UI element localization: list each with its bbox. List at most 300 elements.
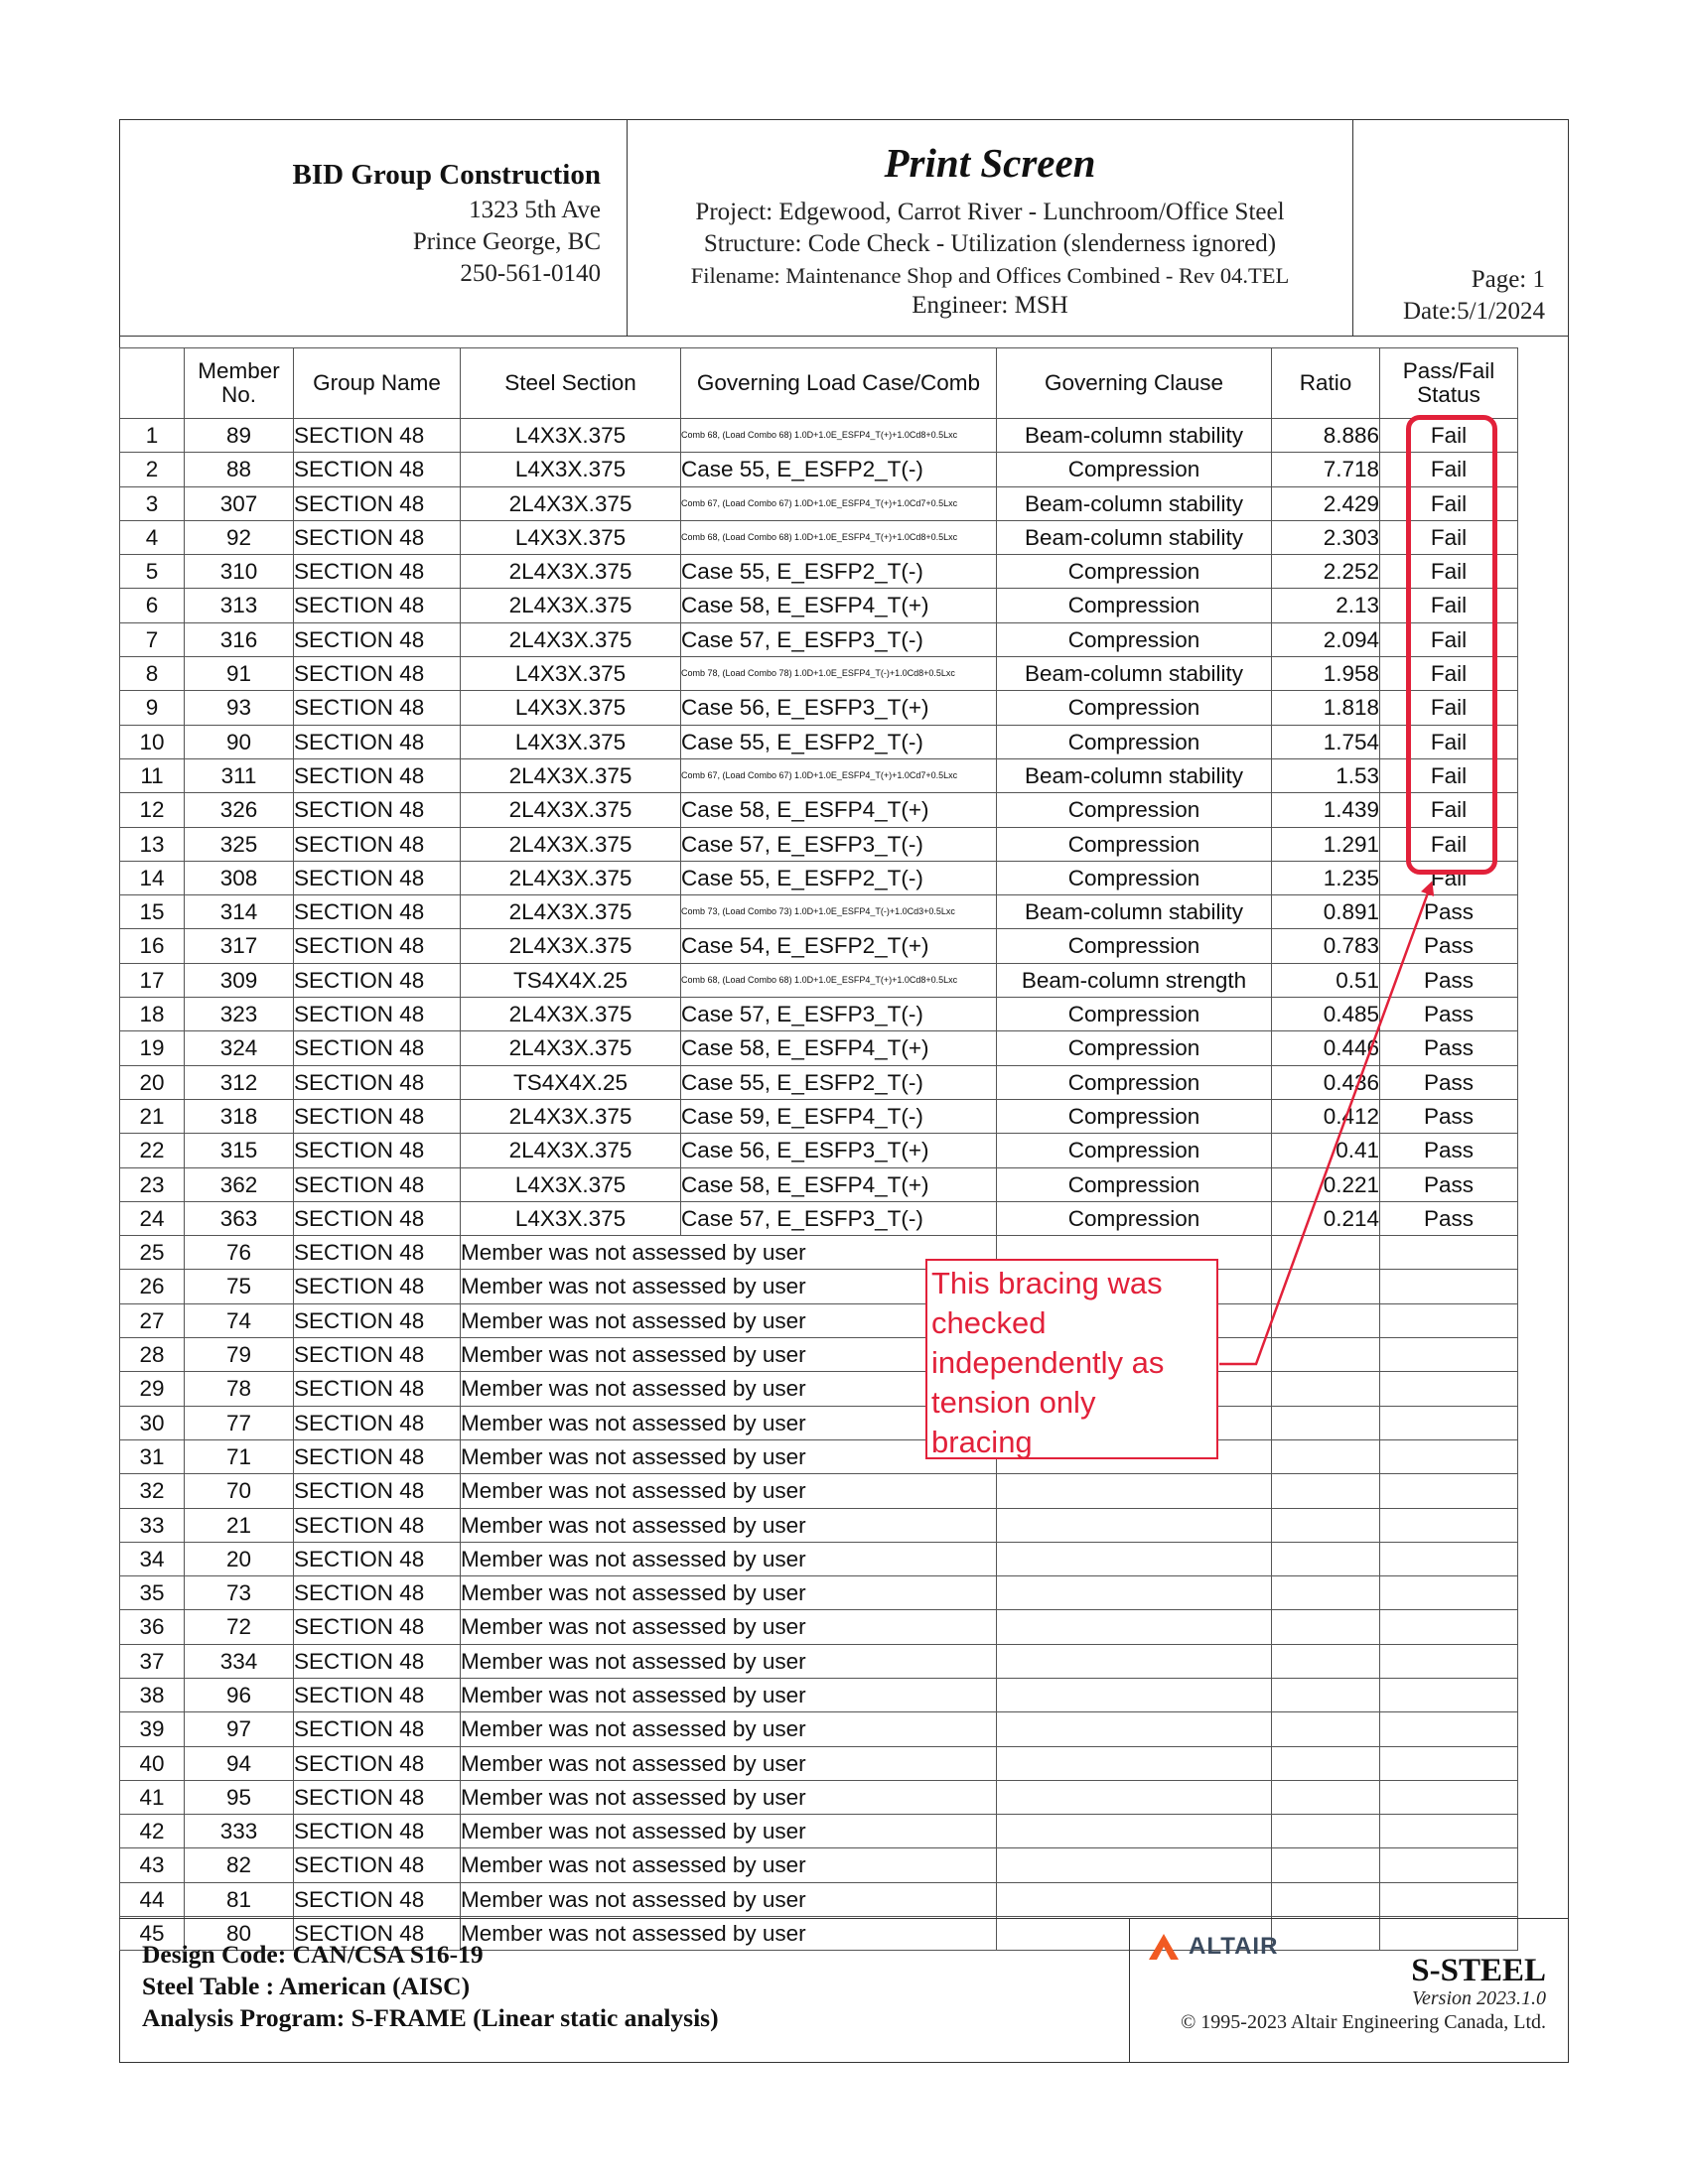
member-no: 97 — [185, 1712, 294, 1746]
load-case: Comb 68, (Load Combo 68) 1.0D+1.0E_ESFP4_T(+)+1.0Cd8+0.5Lxc — [681, 963, 997, 997]
analysis-program: Analysis Program: S-FRAME (Linear static analysis) — [142, 2003, 719, 2032]
governing-clause: Compression — [997, 1099, 1272, 1133]
group-name: SECTION 48 — [294, 1236, 461, 1270]
not-assessed-cell — [461, 1644, 997, 1678]
index-header — [120, 348, 185, 419]
steel-section: L4X3X.375 — [461, 657, 681, 691]
member-no: 91 — [185, 657, 294, 691]
steel-section: L4X3X.375 — [461, 691, 681, 725]
row-index: 16 — [120, 929, 185, 963]
member-no: 334 — [185, 1644, 294, 1678]
governing-clause: Compression — [997, 1065, 1272, 1099]
load-case: Case 59, E_ESFP4_T(-) — [681, 1099, 997, 1133]
steel-section: TS4X4X.25 — [461, 963, 681, 997]
company-block — [119, 119, 628, 336]
product-name: S-STEEL — [1411, 1953, 1546, 1988]
not-assessed-note: Member was not assessed by user — [461, 1376, 806, 1402]
ratio: 0.214 — [1272, 1201, 1380, 1235]
group-name: SECTION 48 — [294, 453, 461, 486]
footer-vertical-divider — [1129, 1918, 1130, 2063]
group-name: SECTION 48 — [294, 895, 461, 929]
not-assessed-cell — [461, 1610, 997, 1644]
status — [1380, 1406, 1518, 1439]
ratio: 1.754 — [1272, 725, 1380, 758]
load-case: Case 56, E_ESFP3_T(+) — [681, 691, 997, 725]
company-phone: 250-561-0140 — [460, 260, 601, 287]
filename-line: Filename: Maintenance Shop and Offices Combined - Rev 04.TEL — [690, 263, 1290, 288]
table-row — [120, 1848, 1518, 1882]
row-index: 32 — [120, 1474, 185, 1508]
table-row — [120, 1610, 1518, 1644]
status — [1380, 1542, 1518, 1575]
not-assessed-cell — [461, 1508, 997, 1542]
not-assessed-note: Member was not assessed by user — [461, 1648, 806, 1674]
member-no: 20 — [185, 1542, 294, 1575]
ratio: 0.891 — [1272, 895, 1380, 929]
row-index: 24 — [120, 1201, 185, 1235]
not-assessed-cell — [461, 1439, 997, 1473]
status: Pass — [1380, 1167, 1518, 1201]
not-assessed-note: Member was not assessed by user — [461, 1614, 806, 1640]
group-name: SECTION 48 — [294, 1678, 461, 1711]
not-assessed-note: Member was not assessed by user — [461, 1512, 806, 1538]
status: Fail — [1380, 758, 1518, 792]
not-assessed-note: Member was not assessed by user — [461, 1342, 806, 1368]
group-name: SECTION 48 — [294, 1372, 461, 1406]
not-assessed-note: Member was not assessed by user — [461, 1921, 806, 1947]
status: Fail — [1380, 861, 1518, 894]
ratio: 0.41 — [1272, 1134, 1380, 1167]
member-no: 311 — [185, 758, 294, 792]
group-name: SECTION 48 — [294, 861, 461, 894]
not-assessed-note: Member was not assessed by user — [461, 1478, 806, 1504]
member-no: 76 — [185, 1236, 294, 1270]
member-no: 323 — [185, 998, 294, 1031]
group-name: SECTION 48 — [294, 1542, 461, 1575]
governing-clause — [997, 1474, 1272, 1508]
status — [1380, 1338, 1518, 1372]
status: Fail — [1380, 622, 1518, 656]
ratio: 8.886 — [1272, 419, 1380, 453]
ratio: 1.958 — [1272, 657, 1380, 691]
row-index: 27 — [120, 1303, 185, 1337]
steel-section: 2L4X3X.375 — [461, 827, 681, 861]
not-assessed-cell — [461, 1678, 997, 1711]
member-no: 88 — [185, 453, 294, 486]
status — [1380, 1372, 1518, 1406]
member-no: 80 — [185, 1917, 294, 1951]
group-name: SECTION 48 — [294, 1099, 461, 1133]
table-row — [120, 1065, 1518, 1099]
row-index: 5 — [120, 555, 185, 589]
status: Fail — [1380, 486, 1518, 520]
steel-section: 2L4X3X.375 — [461, 929, 681, 963]
steel-section: 2L4X3X.375 — [461, 758, 681, 792]
load-case: Case 55, E_ESFP2_T(-) — [681, 725, 997, 758]
row-index: 29 — [120, 1372, 185, 1406]
governing-clause — [997, 1678, 1272, 1711]
steel-section-header: Steel Section — [461, 348, 681, 419]
group-name: SECTION 48 — [294, 486, 461, 520]
governing-clause: Compression — [997, 453, 1272, 486]
group-name: SECTION 48 — [294, 998, 461, 1031]
load-case: Case 55, E_ESFP2_T(-) — [681, 1065, 997, 1099]
ratio — [1272, 1917, 1380, 1951]
governing-clause: Compression — [997, 827, 1272, 861]
table-row — [120, 691, 1518, 725]
steel-section: 2L4X3X.375 — [461, 589, 681, 622]
ratio — [1272, 1270, 1380, 1303]
group-name: SECTION 48 — [294, 1882, 461, 1916]
steel-section: 2L4X3X.375 — [461, 1099, 681, 1133]
row-index: 41 — [120, 1780, 185, 1814]
group-name: SECTION 48 — [294, 725, 461, 758]
status — [1380, 1644, 1518, 1678]
governing-clause: Beam-column stability — [997, 758, 1272, 792]
status — [1380, 1746, 1518, 1780]
governing-clause: Beam-column stability — [997, 419, 1272, 453]
member-no: 95 — [185, 1780, 294, 1814]
group-name: SECTION 48 — [294, 1270, 461, 1303]
not-assessed-note: Member was not assessed by user — [461, 1443, 806, 1469]
member-no: 93 — [185, 691, 294, 725]
ratio: 7.718 — [1272, 453, 1380, 486]
governing-clause — [997, 1882, 1272, 1916]
not-assessed-cell — [461, 1270, 997, 1303]
status-header: Pass/Fail Status — [1380, 348, 1518, 419]
member-no: 318 — [185, 1099, 294, 1133]
table-row — [120, 1780, 1518, 1814]
engineer-line: Engineer: MSH — [912, 292, 1068, 319]
not-assessed-cell — [461, 1542, 997, 1575]
row-index: 25 — [120, 1236, 185, 1270]
copyright: © 1995-2023 Altair Engineering Canada, Ltd. — [1181, 2011, 1546, 2033]
ratio: 2.094 — [1272, 622, 1380, 656]
not-assessed-cell — [461, 1406, 997, 1439]
page-number: Page: 1 — [1471, 266, 1545, 293]
row-index: 44 — [120, 1882, 185, 1916]
group-name: SECTION 48 — [294, 758, 461, 792]
fail-highlight-box — [1406, 415, 1497, 875]
ratio — [1272, 1610, 1380, 1644]
table-row — [120, 589, 1518, 622]
load-case: Comb 73, (Load Combo 73) 1.0D+1.0E_ESFP4_T(-)+1.0Cd3+0.5Lxc — [681, 895, 997, 929]
member-no: 77 — [185, 1406, 294, 1439]
group-name: SECTION 48 — [294, 1815, 461, 1848]
group-name: SECTION 48 — [294, 1576, 461, 1610]
group-name: SECTION 48 — [294, 793, 461, 827]
member-no: 90 — [185, 725, 294, 758]
status: Fail — [1380, 793, 1518, 827]
steel-section: L4X3X.375 — [461, 1167, 681, 1201]
governing-clause — [997, 1712, 1272, 1746]
ratio: 1.818 — [1272, 691, 1380, 725]
status — [1380, 1815, 1518, 1848]
not-assessed-cell — [461, 1780, 997, 1814]
governing-clause: Beam-column stability — [997, 895, 1272, 929]
steel-section: TS4X4X.25 — [461, 1065, 681, 1099]
steel-section: 2L4X3X.375 — [461, 486, 681, 520]
group-name: SECTION 48 — [294, 1201, 461, 1235]
member-no: 89 — [185, 419, 294, 453]
not-assessed-cell — [461, 1303, 997, 1337]
ratio-header: Ratio — [1272, 348, 1380, 419]
group-name: SECTION 48 — [294, 622, 461, 656]
group-name: SECTION 48 — [294, 1610, 461, 1644]
table-row — [120, 793, 1518, 827]
status — [1380, 1270, 1518, 1303]
status: Pass — [1380, 1031, 1518, 1065]
member-no: 313 — [185, 589, 294, 622]
altair-logo — [1147, 1932, 1278, 1962]
row-index: 2 — [120, 453, 185, 486]
row-index: 35 — [120, 1576, 185, 1610]
ratio — [1272, 1848, 1380, 1882]
group-name: SECTION 48 — [294, 1031, 461, 1065]
row-index: 15 — [120, 895, 185, 929]
governing-clause: Beam-column stability — [997, 486, 1272, 520]
status: Pass — [1380, 929, 1518, 963]
member-no: 74 — [185, 1303, 294, 1337]
status — [1380, 1576, 1518, 1610]
row-index: 11 — [120, 758, 185, 792]
load-case: Case 58, E_ESFP4_T(+) — [681, 589, 997, 622]
group-name: SECTION 48 — [294, 1508, 461, 1542]
load-case: Comb 67, (Load Combo 67) 1.0D+1.0E_ESFP4_T(+)+1.0Cd7+0.5Lxc — [681, 758, 997, 792]
product-version: Version 2023.1.0 — [1412, 1987, 1546, 2009]
table-row — [120, 486, 1518, 520]
group-name: SECTION 48 — [294, 520, 461, 554]
table-row — [120, 1678, 1518, 1711]
not-assessed-cell — [461, 1712, 997, 1746]
row-index: 13 — [120, 827, 185, 861]
ratio — [1272, 1542, 1380, 1575]
not-assessed-cell — [461, 1474, 997, 1508]
status — [1380, 1303, 1518, 1337]
row-index: 3 — [120, 486, 185, 520]
status: Fail — [1380, 657, 1518, 691]
status: Pass — [1380, 1099, 1518, 1133]
table-row — [120, 419, 1518, 453]
ratio — [1272, 1236, 1380, 1270]
ratio — [1272, 1576, 1380, 1610]
status: Pass — [1380, 1134, 1518, 1167]
group-name: SECTION 48 — [294, 1303, 461, 1337]
governing-clause: Beam-column stability — [997, 520, 1272, 554]
status — [1380, 1917, 1518, 1951]
ratio: 0.485 — [1272, 998, 1380, 1031]
governing-clause: Compression — [997, 793, 1272, 827]
not-assessed-note: Member was not assessed by user — [461, 1886, 806, 1912]
row-index: 43 — [120, 1848, 185, 1882]
ratio — [1272, 1746, 1380, 1780]
load-case: Comb 68, (Load Combo 68) 1.0D+1.0E_ESFP4_T(+)+1.0Cd8+0.5Lxc — [681, 419, 997, 453]
not-assessed-cell — [461, 1576, 997, 1610]
not-assessed-cell — [461, 1338, 997, 1372]
member-no: 324 — [185, 1031, 294, 1065]
governing-clause: Compression — [997, 1031, 1272, 1065]
load-case: Case 58, E_ESFP4_T(+) — [681, 793, 997, 827]
status — [1380, 1508, 1518, 1542]
table-row — [120, 1474, 1518, 1508]
ratio: 2.429 — [1272, 486, 1380, 520]
group-name: SECTION 48 — [294, 1712, 461, 1746]
row-index: 45 — [120, 1917, 185, 1951]
governing-clause — [997, 1644, 1272, 1678]
row-index: 40 — [120, 1746, 185, 1780]
member-no: 92 — [185, 520, 294, 554]
status — [1380, 1848, 1518, 1882]
row-index: 19 — [120, 1031, 185, 1065]
status: Fail — [1380, 691, 1518, 725]
annotation-callout: This bracing was checked independently as tension only bracing — [925, 1259, 1218, 1459]
ratio: 1.235 — [1272, 861, 1380, 894]
row-index: 4 — [120, 520, 185, 554]
load-case: Case 56, E_ESFP3_T(+) — [681, 1134, 997, 1167]
member-no: 75 — [185, 1270, 294, 1303]
group-name: SECTION 48 — [294, 691, 461, 725]
governing-clause: Compression — [997, 691, 1272, 725]
load-case: Case 54, E_ESFP2_T(+) — [681, 929, 997, 963]
row-index: 6 — [120, 589, 185, 622]
group-name: SECTION 48 — [294, 1167, 461, 1201]
table-row — [120, 1201, 1518, 1235]
governing-clause: Compression — [997, 589, 1272, 622]
load-case: Case 57, E_ESFP3_T(-) — [681, 998, 997, 1031]
load-case-header: Governing Load Case/Comb — [681, 348, 997, 419]
group-name: SECTION 48 — [294, 1134, 461, 1167]
governing-clause: Beam-column stability — [997, 657, 1272, 691]
group-name: SECTION 48 — [294, 1746, 461, 1780]
not-assessed-cell — [461, 1746, 997, 1780]
group-name: SECTION 48 — [294, 963, 461, 997]
status: Pass — [1380, 963, 1518, 997]
steel-section: 2L4X3X.375 — [461, 1134, 681, 1167]
group-name: SECTION 48 — [294, 1917, 461, 1951]
status: Fail — [1380, 827, 1518, 861]
row-index: 1 — [120, 419, 185, 453]
group-name: SECTION 48 — [294, 827, 461, 861]
not-assessed-cell — [461, 1917, 997, 1951]
ratio: 0.221 — [1272, 1167, 1380, 1201]
governing-clause — [997, 1746, 1272, 1780]
group-name: SECTION 48 — [294, 589, 461, 622]
member-no: 70 — [185, 1474, 294, 1508]
member-no: 71 — [185, 1439, 294, 1473]
table-row — [120, 1167, 1518, 1201]
table-row — [120, 622, 1518, 656]
table-row — [120, 1099, 1518, 1133]
member-no: 72 — [185, 1610, 294, 1644]
member-no: 94 — [185, 1746, 294, 1780]
not-assessed-note: Member was not assessed by user — [461, 1546, 806, 1571]
status: Pass — [1380, 1065, 1518, 1099]
status: Fail — [1380, 589, 1518, 622]
row-index: 31 — [120, 1439, 185, 1473]
governing-clause: Compression — [997, 1201, 1272, 1235]
table-row — [120, 1746, 1518, 1780]
load-case: Case 55, E_ESFP2_T(-) — [681, 555, 997, 589]
ratio — [1272, 1406, 1380, 1439]
member-no: 81 — [185, 1882, 294, 1916]
ratio: 0.412 — [1272, 1099, 1380, 1133]
member-no-header: Member No. — [185, 348, 294, 419]
not-assessed-cell — [461, 1815, 997, 1848]
group-name: SECTION 48 — [294, 419, 461, 453]
governing-clause — [997, 1780, 1272, 1814]
report-title: Print Screen — [884, 140, 1096, 186]
row-index: 20 — [120, 1065, 185, 1099]
altair-logo-text: ALTAIR — [1189, 1933, 1279, 1960]
member-no: 312 — [185, 1065, 294, 1099]
ratio — [1272, 1882, 1380, 1916]
row-index: 33 — [120, 1508, 185, 1542]
steel-section: L4X3X.375 — [461, 725, 681, 758]
row-index: 14 — [120, 861, 185, 894]
load-case: Case 57, E_ESFP3_T(-) — [681, 622, 997, 656]
table-row — [120, 725, 1518, 758]
status: Fail — [1380, 520, 1518, 554]
steel-section: 2L4X3X.375 — [461, 895, 681, 929]
load-case: Case 57, E_ESFP3_T(-) — [681, 827, 997, 861]
group-name: SECTION 48 — [294, 1644, 461, 1678]
not-assessed-cell — [461, 1848, 997, 1882]
ratio: 1.439 — [1272, 793, 1380, 827]
ratio — [1272, 1372, 1380, 1406]
footer-divider — [119, 1918, 1569, 1919]
governing-clause: Compression — [997, 555, 1272, 589]
member-no: 362 — [185, 1167, 294, 1201]
governing-clause: Compression — [997, 861, 1272, 894]
not-assessed-note: Member was not assessed by user — [461, 1819, 806, 1844]
ratio: 2.303 — [1272, 520, 1380, 554]
not-assessed-note: Member was not assessed by user — [461, 1307, 806, 1333]
steel-section: 2L4X3X.375 — [461, 793, 681, 827]
status — [1380, 1610, 1518, 1644]
table-row — [120, 1644, 1518, 1678]
status — [1380, 1474, 1518, 1508]
status — [1380, 1439, 1518, 1473]
table-row — [120, 1270, 1518, 1303]
row-index: 39 — [120, 1712, 185, 1746]
table-row — [120, 1439, 1518, 1473]
status: Pass — [1380, 1201, 1518, 1235]
table-row — [120, 758, 1518, 792]
ratio: 2.252 — [1272, 555, 1380, 589]
header-divider — [119, 336, 1569, 337]
status: Pass — [1380, 998, 1518, 1031]
table-row — [120, 1815, 1518, 1848]
ratio — [1272, 1474, 1380, 1508]
table-row — [120, 963, 1518, 997]
governing-clause: Compression — [997, 622, 1272, 656]
governing-clause: Compression — [997, 998, 1272, 1031]
member-no: 79 — [185, 1338, 294, 1372]
group-name: SECTION 48 — [294, 1474, 461, 1508]
ratio: 0.436 — [1272, 1065, 1380, 1099]
member-no: 82 — [185, 1848, 294, 1882]
report-title-block — [628, 119, 1353, 336]
table-row — [120, 555, 1518, 589]
steel-section: 2L4X3X.375 — [461, 861, 681, 894]
member-no: 363 — [185, 1201, 294, 1235]
load-case: Case 58, E_ESFP4_T(+) — [681, 1167, 997, 1201]
ratio: 2.13 — [1272, 589, 1380, 622]
governing-clause — [997, 1848, 1272, 1882]
load-case: Case 57, E_ESFP3_T(-) — [681, 1201, 997, 1235]
ratio — [1272, 1508, 1380, 1542]
page-info-block — [1353, 119, 1569, 336]
